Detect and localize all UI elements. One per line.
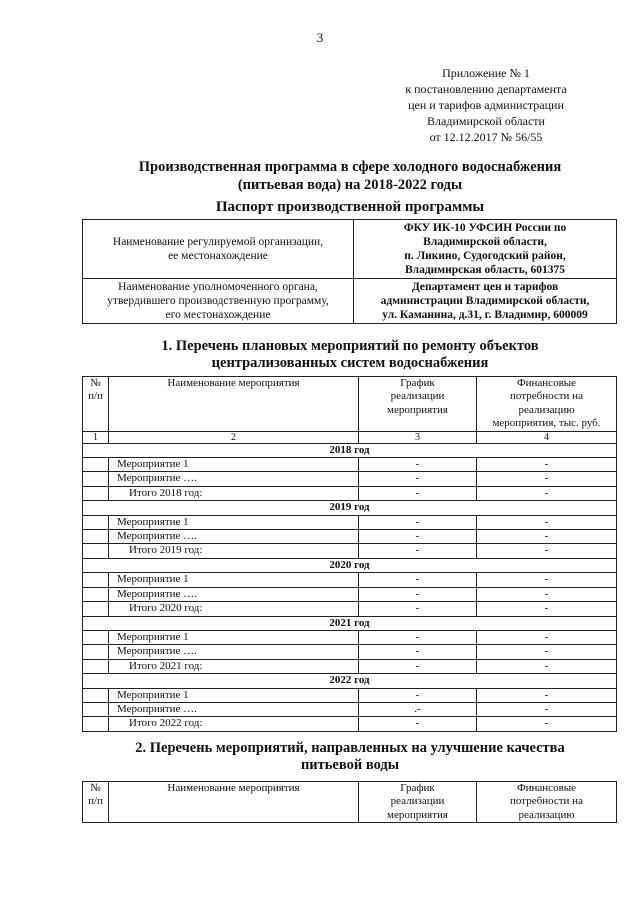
col-header-name <box>109 782 359 823</box>
column-number: 3 <box>359 431 477 443</box>
passport-value-line: п. Ликино, Судогодский район, <box>404 250 566 262</box>
table-row <box>83 472 617 486</box>
col-header-line: мероприятия, тыс. руб. <box>492 417 601 430</box>
measure-schedule: - <box>359 472 477 486</box>
passport-label-line: его местонахождение <box>165 309 271 321</box>
row-number <box>83 587 109 601</box>
row-number <box>83 472 109 486</box>
col-header-line: № <box>90 782 101 794</box>
year-row <box>83 616 617 630</box>
passport-value-line: Департамент цен и тарифов <box>411 281 559 293</box>
year-label: 2018 год <box>83 443 617 457</box>
passport-value-line: ФКУ ИК-10 УФСИН России по <box>403 222 567 234</box>
col-header-line: реализации <box>390 390 445 403</box>
repair-measures-table <box>82 376 617 732</box>
measure-finance: - <box>477 530 617 544</box>
column-number: 1 <box>83 431 109 443</box>
col-header-finance <box>477 782 617 823</box>
measure-schedule: - <box>359 645 477 659</box>
passport-row <box>83 220 617 279</box>
header-row <box>83 377 617 432</box>
annex-line: Приложение № 1 <box>442 66 530 80</box>
passport-label <box>83 279 354 324</box>
row-number <box>83 702 109 716</box>
passport-label-line: Наименование уполномоченного органа, <box>118 281 318 293</box>
row-number <box>83 458 109 472</box>
total-label: Итого 2022 год: <box>109 717 359 731</box>
col-header-line: мероприятия <box>387 403 448 416</box>
annex-block <box>376 65 596 145</box>
year-label: 2019 год <box>83 501 617 515</box>
header-row <box>83 782 617 823</box>
total-row <box>83 717 617 731</box>
passport-label-line: Наименование регулируемой организации, <box>112 236 324 248</box>
column-number: 4 <box>477 431 617 443</box>
annex-line: к постановлению департамента <box>405 82 567 96</box>
passport-title: Паспорт производственной программы <box>215 199 485 215</box>
total-row <box>83 659 617 673</box>
measure-name: Мероприятие 1 <box>109 688 359 702</box>
total-row <box>83 486 617 500</box>
table-row <box>83 645 617 659</box>
measure-schedule: - <box>359 688 477 702</box>
page-number: 3 <box>316 30 324 45</box>
col-header-line: Финансовые <box>516 377 577 389</box>
passport-label-line: утвердившего производственную программу, <box>107 295 329 307</box>
measure-schedule: - <box>359 630 477 644</box>
measure-finance: - <box>477 515 617 529</box>
total-schedule: - <box>359 486 477 500</box>
measure-name: Мероприятие 1 <box>109 630 359 644</box>
measure-name: Мероприятие …. <box>109 472 359 486</box>
col-header-line: График <box>400 782 435 794</box>
year-row <box>83 674 617 688</box>
passport-table <box>82 219 617 324</box>
row-number <box>83 630 109 644</box>
col-header-line: реализацию <box>518 808 575 821</box>
passport-value-line: ул. Каманина, д.31, г. Владимир, 600009 <box>382 309 588 321</box>
measure-finance: - <box>477 645 617 659</box>
total-finance: - <box>477 486 617 500</box>
col-header-schedule <box>359 377 477 432</box>
row-number <box>83 530 109 544</box>
row-number <box>83 688 109 702</box>
document-title-line: (питьевая вода) на 2018-2022 годы <box>237 177 463 193</box>
col-header-name <box>109 377 359 432</box>
measure-finance: - <box>477 573 617 587</box>
col-header-line: реализации <box>390 795 445 808</box>
measure-name: Мероприятие …. <box>109 702 359 716</box>
measure-schedule: - <box>359 458 477 472</box>
col-header-line: п/п <box>88 390 103 403</box>
measure-schedule: - <box>359 515 477 529</box>
passport-value-line: Владимирской области, <box>423 236 547 248</box>
table-row <box>83 458 617 472</box>
table-row <box>83 630 617 644</box>
section1-title-line: централизованных систем водоснабжения <box>211 355 489 371</box>
total-row <box>83 544 617 558</box>
row-number <box>83 645 109 659</box>
table-row <box>83 587 617 601</box>
col-header-line: График <box>400 377 435 389</box>
row-number <box>83 486 109 500</box>
row-number <box>83 515 109 529</box>
passport-value-line: администрации Владимирской области, <box>380 295 590 307</box>
column-number: 2 <box>109 431 359 443</box>
table-row <box>83 573 617 587</box>
total-schedule: - <box>359 544 477 558</box>
row-number <box>83 717 109 731</box>
year-label: 2020 год <box>83 558 617 572</box>
total-finance: - <box>477 659 617 673</box>
measure-name: Мероприятие 1 <box>109 458 359 472</box>
col-header-line: п/п <box>88 795 103 808</box>
measure-finance: - <box>477 458 617 472</box>
passport-label-line: ее местонахождение <box>168 250 268 262</box>
section2-title-line: питьевой воды <box>300 757 400 773</box>
col-header-line: мероприятия <box>387 808 448 821</box>
col-header-number <box>83 782 109 823</box>
row-number <box>83 544 109 558</box>
total-label: Итого 2021 год: <box>109 659 359 673</box>
measure-schedule: - <box>359 587 477 601</box>
measure-name: Мероприятие 1 <box>109 515 359 529</box>
measure-schedule: - <box>359 573 477 587</box>
col-header-line: Наименование мероприятия <box>167 377 300 389</box>
total-row <box>83 602 617 616</box>
measure-finance: - <box>477 702 617 716</box>
measure-finance: - <box>477 630 617 644</box>
table-row <box>83 688 617 702</box>
measure-schedule: - <box>359 530 477 544</box>
document-title-line: Производственная программа в сфере холодного водоснабжения <box>138 159 562 175</box>
total-finance: - <box>477 544 617 558</box>
section2-title <box>60 740 640 774</box>
year-label: 2021 год <box>83 616 617 630</box>
year-row <box>83 443 617 457</box>
annex-line: цен и тарифов администрации <box>408 98 564 112</box>
row-number <box>83 573 109 587</box>
col-header-finance <box>477 377 617 432</box>
year-label: 2022 год <box>83 674 617 688</box>
section1-title <box>60 338 640 372</box>
col-header-number <box>83 377 109 432</box>
total-schedule: - <box>359 717 477 731</box>
col-header-line: Наименование мероприятия <box>167 782 300 794</box>
passport-value <box>354 279 617 324</box>
col-header-line: Финансовые <box>516 782 577 794</box>
col-header-schedule <box>359 782 477 823</box>
col-header-line: потребности на <box>510 390 583 403</box>
measure-name: Мероприятие 1 <box>109 573 359 587</box>
table-row <box>83 515 617 529</box>
document-title <box>60 158 640 194</box>
total-finance: - <box>477 717 617 731</box>
row-number <box>83 659 109 673</box>
passport-row <box>83 279 617 324</box>
measure-name: Мероприятие …. <box>109 645 359 659</box>
table-row <box>83 702 617 716</box>
table-row <box>83 530 617 544</box>
water-quality-measures-table <box>82 781 617 823</box>
section1-title-line: 1. Перечень плановых мероприятий по ремонту объектов <box>161 338 539 354</box>
passport-value <box>354 220 617 279</box>
col-header-line: потребности на <box>510 795 583 808</box>
annex-line: от 12.12.2017 № 56/55 <box>429 130 543 144</box>
measure-schedule: .- <box>359 702 477 716</box>
measure-finance: - <box>477 688 617 702</box>
measure-finance: - <box>477 472 617 486</box>
annex-line: Владимирской области <box>427 114 545 128</box>
passport-value-line: Владимирская область, 601375 <box>404 264 566 276</box>
year-row <box>83 501 617 515</box>
total-label: Итого 2018 год: <box>109 486 359 500</box>
total-label: Итого 2020 год: <box>109 602 359 616</box>
total-schedule: - <box>359 659 477 673</box>
total-finance: - <box>477 602 617 616</box>
section2-title-line: 2. Перечень мероприятий, направленных на улучшение качества <box>135 740 565 756</box>
col-header-line: реализацию <box>518 403 575 416</box>
passport-label <box>83 220 354 279</box>
measure-finance: - <box>477 587 617 601</box>
total-schedule: - <box>359 602 477 616</box>
year-row <box>83 558 617 572</box>
measure-name: Мероприятие …. <box>109 587 359 601</box>
column-number-row <box>83 431 617 443</box>
row-number <box>83 602 109 616</box>
total-label: Итого 2019 год: <box>109 544 359 558</box>
col-header-line: № <box>90 377 101 389</box>
measure-name: Мероприятие …. <box>109 530 359 544</box>
